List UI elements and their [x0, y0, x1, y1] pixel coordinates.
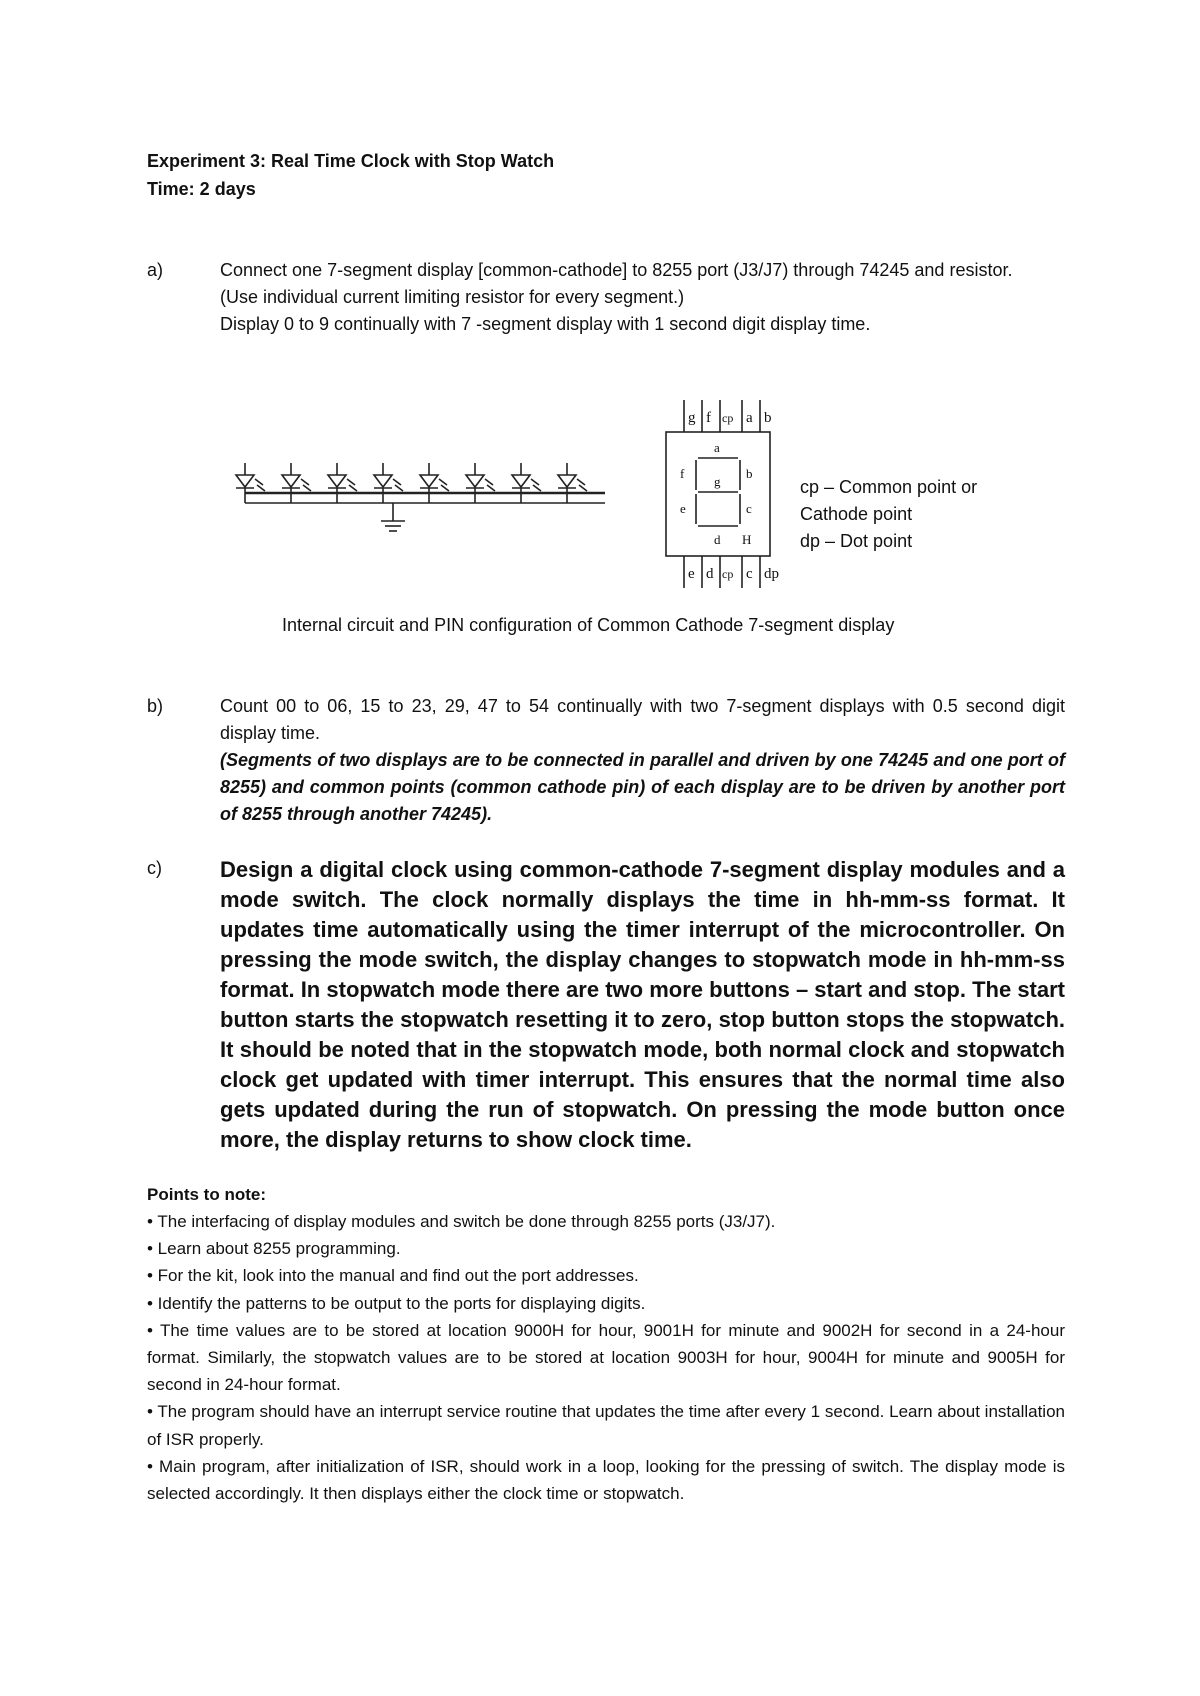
part-a-display-task: Display 0 to 9 continually with 7 -segment display with 1 second digit display time. — [220, 314, 871, 334]
led-symbol — [466, 463, 495, 503]
part-c — [147, 855, 1065, 1155]
legend-cathode: Cathode point — [800, 504, 913, 524]
note-item: • For the kit, look into the manual and find out the port addresses. — [147, 1266, 639, 1286]
led-symbol — [328, 463, 357, 503]
part-c-description: Design a digital clock using common-cathode 7-segment display modules and a mode switch. The clock normally displays the time in hh-mm-ss format. It updates time automatically using the timer interrupt of the microcontroller. On pressing the mode switch, the display changes to stopwatch mode in hh-mm-ss format. In stopwatch mode there are two more buttons – start and stop. The start button starts the stopwatch resetting it to zero, stop button stops the stopwatch. It should be noted that in the stopwatch mode, both normal clock and stopwatch clock get updated with timer interrupt. This ensures that the normal time also gets updated during the run of stopwatch. On pressing the mode button once more, the display returns to show clock time. — [220, 857, 1065, 1152]
pin-bottom-3: cp — [722, 567, 734, 581]
internal-circuit-diagram — [225, 455, 625, 545]
note-item: • The time values are to be stored at location 9000H for hour, 9001H for minute and 9002H for second in a 24-hour format. Similarly, the stopwatch values are to be stored at location 9003H for hour, 9004H for minute and 9005H for second in 24-hour format. — [147, 1320, 1065, 1395]
led-symbol — [236, 463, 265, 503]
segment-b-label: b — [746, 466, 753, 481]
led-symbol — [282, 463, 311, 503]
part-b-instruction: Count 00 to 06, 15 to 23, 29, 47 to 54 continually with two 7-segment displays with 0.5 second digit display time. — [220, 696, 1065, 743]
pin-bottom-4: c — [746, 566, 753, 582]
note-item: • Main program, after initialization of ISR, should work in a loop, looking for the pressing of switch. The display mode is selected accordingly. It then displays either the clock time or stopwatch. — [147, 1456, 1065, 1504]
figure-caption: Internal circuit and PIN configuration of Common Cathode 7-segment display — [282, 615, 895, 635]
part-b-note: (Segments of two displays are to be connected in parallel and driven by one 74245 and one port of 8255) and common points (common cathode pin) of each display are to be driven by another port of 8255 through another 74245). — [220, 750, 1065, 824]
pin-top-2: f — [706, 410, 711, 426]
led-symbol — [420, 463, 449, 503]
part-a-note: (Use individual current limiting resistor for every segment.) — [220, 287, 685, 307]
part-b — [147, 693, 1065, 828]
note-item: • The interfacing of display modules and switch be done through 8255 ports (J3/J7). — [147, 1212, 776, 1231]
note-item: • The program should have an interrupt service routine that updates the time after every 1 second. Learn about installation of ISR properly. — [147, 1402, 1065, 1449]
part-a-marker: a) — [147, 260, 164, 280]
note-item: • Identify the patterns to be output to the ports for displaying digits. — [147, 1293, 646, 1313]
part-c-marker: c) — [147, 858, 162, 878]
pin-bottom-5: dp — [764, 566, 779, 582]
experiment-duration: Time: 2 days — [147, 179, 256, 199]
segment-a-label: a — [714, 440, 720, 455]
segment-c-label: c — [746, 501, 752, 516]
pin-top-3: cp — [722, 411, 734, 425]
pin-top-1: g — [688, 410, 696, 426]
part-a-instruction: Connect one 7-segment display [common-cathode] to 8255 port (J3/J7) through 74245 and resistor. — [220, 260, 1013, 280]
pin-legend — [800, 474, 977, 555]
segment-e-label: e — [680, 501, 686, 516]
legend-dp: dp – Dot point — [800, 531, 913, 551]
notes-heading: Points to note: — [147, 1185, 266, 1204]
pin-bottom-2: d — [706, 566, 714, 582]
led-symbol — [512, 463, 541, 503]
pin-bottom-1: e — [688, 566, 695, 582]
experiment-title: Experiment 3: Real Time Clock with Stop Watch — [147, 151, 555, 171]
note-item: • Learn about 8255 programming. — [147, 1239, 401, 1259]
pin-top-4: a — [746, 410, 753, 426]
legend-cp: cp – Common point or — [800, 477, 978, 497]
segment-d-label: d — [714, 532, 721, 547]
notes-list — [147, 1208, 1065, 1507]
led-symbol — [558, 463, 587, 503]
pin-configuration-diagram — [660, 398, 820, 590]
segment-dp-label: H — [742, 532, 752, 547]
segment-f-label: f — [680, 466, 685, 481]
segment-g-label: g — [714, 474, 721, 489]
part-b-marker: b) — [147, 696, 164, 716]
part-a — [147, 257, 1065, 338]
led-symbol — [374, 463, 403, 503]
pin-top-5: b — [764, 410, 772, 426]
